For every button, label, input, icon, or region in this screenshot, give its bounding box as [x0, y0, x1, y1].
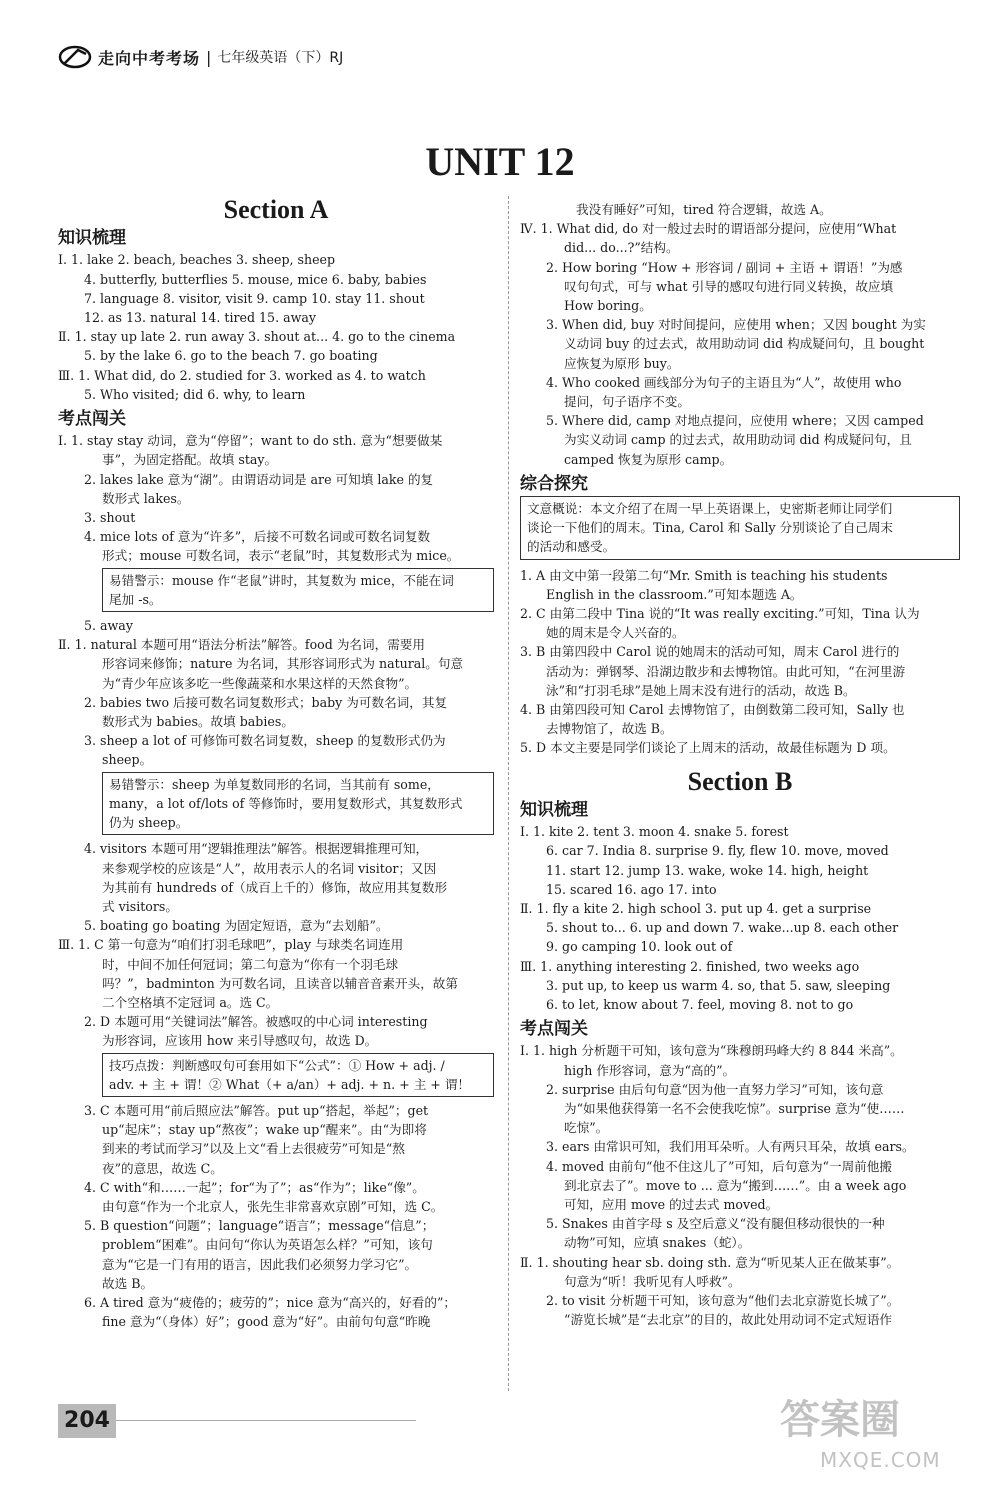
text-line: 由句意“作为一个北京人，张先生非常喜欢京剧”可知，选 C。: [102, 1198, 444, 1214]
text-line: 11. start 12. jump 13. wake, woke 14. high, height: [546, 862, 869, 878]
text-line: 夜”的意思，故选 C。: [102, 1160, 223, 1176]
text-line: 形容词来修饰；nature 为名词，其形容词形式为 natural。句意: [102, 656, 464, 672]
tip-line: 尾加 -s。: [109, 591, 162, 607]
text-line: 数形式为 babies。故填 babies。: [102, 714, 294, 730]
watermark-logo: 答案圈: [780, 1397, 900, 1443]
heading-comprehensive: 综合探究: [520, 473, 588, 494]
text-line: 2. D 本题可用“关键词法”解答。被感叹的中心词 interesting: [84, 1014, 428, 1030]
text-line: 可知，应用 move 的过去式 moved。: [564, 1196, 779, 1212]
text-line: camped 恢复为原形 camp。: [564, 451, 733, 467]
text-line: 12. as 13. natural 14. tired 15. away: [84, 310, 316, 326]
text-line: 时，中间不加任何冠词；第二句意为“你有一个羽毛球: [102, 956, 399, 972]
text-line: Ⅱ. 1. fly a kite 2. high school 3. put up 4. get a surprise: [520, 900, 872, 916]
text-line: 9. go camping 10. look out of: [546, 939, 733, 955]
text-line: 5. boating go boating 为固定短语，意为“去划船”。: [84, 918, 389, 934]
text-line: “游览长城”是“去北京”的目的，故此处用动词不定式短语作: [564, 1312, 893, 1328]
heading-knowledge: 知识梳理: [58, 228, 126, 249]
text-line: 提问，句子语序不变。: [564, 394, 690, 410]
text-line: 2. How boring “How + 形容词 / 副词 + 主语 + 谓语！”为感: [546, 259, 903, 275]
text-line: 义动词 buy 的过去式，故用助动词 did 构成疑问句，且 bought: [564, 336, 925, 352]
text-line: 6. to let, know about 7. feel, moving 8. not to go: [546, 996, 854, 1012]
text-line: 活动为：弹钢琴、沿湖边散步和去博物馆。由此可知，“在河里游: [546, 663, 906, 679]
heading-knowledge-b: 知识梳理: [520, 799, 588, 820]
text-line: 5. Who visited; did 6. why, to learn: [84, 386, 306, 402]
book-subtitle: 七年级英语（下）RJ: [217, 50, 344, 66]
text-line: 为其前有 hundreds of（成百上千的）修饰，故应用其复数形: [102, 879, 448, 895]
right-column: [520, 200, 960, 1329]
text-line: 5. shout to... 6. up and down 7. wake...up 8. each other: [546, 920, 899, 936]
text-line: 泳”和“打羽毛球”是她上周末没有进行的活动，故选 B。: [546, 682, 856, 698]
text-line: Ⅰ. 1. stay stay 动词，意为“停留”；want to do sth. 意为“想要做某: [58, 433, 443, 449]
text-line: 5. away: [84, 618, 133, 634]
text-line: 5. Snakes 由首字母 s 及空后意义“没有腿但移动很快的一种: [546, 1216, 885, 1232]
text-line: 5. Where did, camp 对地点提问，应使用 where；又因 camped: [546, 413, 924, 429]
tip-line: 易错警示：mouse 作“老鼠”讲时，其复数为 mice，不能在词: [109, 572, 454, 588]
text-line: 到北京去了”。move to ... 意为“搬到……”。由 a week ago: [564, 1177, 907, 1193]
text-line: 4. B 由第四段可知 Carol 去博物馆了，由倒数第二段可知，Sally 也: [520, 702, 905, 718]
knowledge-list-b: [520, 822, 960, 1014]
tip-line: 文意概说：本文介绍了在周一早上英语课上，史密斯老师让同学们: [527, 501, 893, 517]
exercise-list-4: [58, 1101, 494, 1331]
watermark-url: MXQE.COM: [820, 1448, 941, 1472]
tip-line: 仍为 sheep。: [109, 815, 189, 831]
text-line: 3. B 由第四段中 Carol 说的她周末的活动可知，周末 Carol 进行的: [520, 644, 900, 660]
tip-line: many，a lot of/lots of 等修饰时，要用复数形式，其复数形式: [109, 795, 463, 811]
section-b-title: Section B: [687, 766, 793, 796]
tip-box-mouse: [102, 568, 494, 612]
text-line: 为实义动词 camp 的过去式，故用助动词 did 构成疑问句，且: [564, 432, 912, 448]
text-line: 她的周末是令人兴奋的。: [546, 625, 685, 641]
text-line: 式 visitors。: [102, 898, 178, 914]
text-line: 为形容词，应该用 how 来引导感叹句，故选 D。: [102, 1033, 378, 1049]
text-line: 1. A 由文中第一段第二句“Mr. Smith is teaching his students: [520, 567, 888, 583]
text-line: 3. sheep a lot of 可修饰可数名词复数，sheep 的复数形式仍为: [84, 733, 446, 749]
text-line: 3. When did, buy 对时间提问，应使用 when；又因 bought 为实: [546, 317, 926, 333]
text-line: 4. visitors 本题可用“逻辑推理法”解答。根据逻辑推理可知，: [84, 841, 429, 857]
text-line: 为“青少年应该多吃一些像蔬菜和水果这样的天然食物”。: [102, 675, 418, 691]
text-line: How boring。: [564, 298, 652, 314]
text-line: 吃惊”。: [564, 1120, 609, 1136]
text-line: 3. ears 由常识可知，我们用耳朵听。人有两只耳朵，故填 ears。: [546, 1139, 915, 1155]
unit-title: UNIT 12: [425, 139, 575, 184]
text-line: 5. by the lake 6. go to the beach 7. go boating: [84, 348, 378, 364]
text-line: Ⅳ. 1. What did, do 对一般过去时的谓语部分提问，应使用“What: [520, 221, 897, 237]
text-line: 来参观学校的应该是“人”，故用表示人的名词 visitor；又因: [102, 860, 437, 876]
text-line: 3. put up, to keep us warm 4. so, that 5. saw, sleeping: [546, 977, 891, 993]
text-line: 数形式 lakes。: [102, 490, 190, 506]
text-line: 7. language 8. visitor, visit 9. camp 10. stay 11. shout: [84, 290, 425, 306]
text-line: Ⅱ. 1. natural 本题可用“语法分析法”解答。food 为名词，需要用: [58, 637, 425, 653]
text-line: did... do...?”结构。: [564, 240, 679, 256]
exercise-list-3: [58, 839, 494, 1050]
page-number: 204: [58, 1404, 116, 1438]
text-line: 二个空格填不定冠词 a。选 C。: [102, 994, 279, 1010]
text-line: 2. surprise 由后句句意“因为他一直努力学习”可知，该句意: [546, 1081, 884, 1097]
knowledge-list: [58, 250, 494, 404]
tip-box-exclamation: [102, 1053, 494, 1097]
text-line: high 作形容词，意为“高的”。: [564, 1062, 736, 1078]
exercise-list-2: [58, 616, 494, 770]
page-header: [58, 44, 343, 70]
text-line: 2. lakes lake 意为“湖”。由谓语动词是 are 可知填 lake 的复: [84, 471, 434, 487]
text-line: 句意为“听！我听见有人呼救”。: [564, 1273, 741, 1289]
text-line: 应恢复为原形 buy。: [564, 355, 680, 371]
text-line: 到来的考试而学习”以及上文“看上去很疲劳”可知是“熬: [102, 1141, 405, 1157]
column-divider: [508, 196, 510, 1391]
left-column: [58, 196, 494, 1331]
text-line: 4. C with“和……一起”；for“为了”；as“作为”；like“像”。: [84, 1179, 425, 1195]
text-line: 吗？”，badminton 为可数名词，且读音以辅音音素开头，故第: [102, 975, 458, 991]
text-line: 5. D 本文主要是同学们谈论了上周末的活动，故最佳标题为 D 项。: [520, 740, 896, 756]
text-line: 叹句句式，可与 what 引导的感叹句进行同义转换，故应填: [564, 278, 894, 294]
summary-box: [520, 496, 960, 560]
text-line: 5. B question“问题”；language“语言”；message“信息”；: [84, 1218, 435, 1234]
text-line: 事”，为固定搭配。故填 stay。: [102, 452, 278, 468]
text-line: 形式；mouse 可数名词，表示“老鼠”时，其复数形式为 mice。: [102, 548, 460, 564]
text-line: 2. C 由第二段中 Tina 说的“It was really exciting.”可知，Tina 认为: [520, 606, 920, 622]
text-line: up“起床”；stay up“熬夜”；wake up“醒来”。由“为即将: [102, 1122, 427, 1138]
text-line: fine 意为“（身体）好”；good 意为“好”。由前句句意“昨晚: [102, 1314, 431, 1330]
text-line: Ⅰ. 1. high 分析题干可知，该句意为“珠穆朗玛峰大约 8 844 米高”。: [520, 1043, 903, 1059]
text-line: 动物”可知，应填 snakes（蛇）。: [564, 1235, 751, 1251]
section-a-title: Section A: [223, 195, 329, 224]
text-line: English in the classroom.”可知本题选 A。: [546, 586, 803, 602]
text-line: 2. to visit 分析题干可知，该句意为“他们去北京游览长城了”。: [546, 1292, 900, 1308]
tip-box-sheep: [102, 772, 494, 836]
tip-line: 的活动和感受。: [527, 539, 616, 555]
text-line: 去博物馆了，故选 B。: [546, 721, 673, 737]
text-line: 6. car 7. India 8. surprise 9. fly, flew 10. move, moved: [546, 843, 889, 859]
text-line: Ⅰ. 1. lake 2. beach, beaches 3. sheep, sheep: [58, 252, 336, 268]
text-line: 为“如果他获得第一名不会使我吃惊”。surprise 意为“使……: [564, 1100, 905, 1116]
tip-line: 技巧点拨：判断感叹句可套用如下“公式”：① How + adj. /: [109, 1057, 445, 1073]
text-line: Ⅱ. 1. shouting hear sb. doing sth. 意为“听见某人正在做某事”。: [520, 1254, 900, 1270]
header-separator: |: [206, 47, 212, 67]
exercise-list-b: [520, 1041, 960, 1329]
text-line: 6. A tired 意为“疲倦的；疲劳的”；nice 意为“高兴的，好看的”；: [84, 1294, 457, 1310]
tip-line: adv. + 主 + 谓！② What（+ a/an）+ adj. + n. + 主 + 谓！: [109, 1076, 471, 1092]
text-line: Ⅲ. 1. What did, do 2. studied for 3. worked as 4. to watch: [58, 367, 426, 383]
footer-rule: [116, 1420, 416, 1421]
text-line: problem“困难”。由问句“你认为英语怎么样？”可知，该句: [102, 1237, 433, 1253]
text-line: 我没有睡好”可知，tired 符合逻辑，故选 A。: [576, 202, 832, 217]
text-line: 15. scared 16. ago 17. into: [546, 881, 717, 897]
heading-exercises-b: 考点闯关: [520, 1019, 588, 1040]
text-line: 故选 B。: [102, 1275, 154, 1291]
text-line: sheep。: [102, 752, 153, 768]
reading-answers: [520, 566, 960, 758]
tip-line: 谈论一下他们的周末。Tina, Carol 和 Sally 分别谈论了自己周末: [527, 520, 894, 536]
text-line: 4. butterfly, butterflies 5. mouse, mice 6. baby, babies: [84, 271, 427, 287]
text-line: Ⅱ. 1. stay up late 2. run away 3. shout at... 4. go to the cinema: [58, 329, 456, 345]
text-line: 3. shout: [84, 510, 136, 526]
text-line: 4. Who cooked 画线部分为句子的主语且为“人”，故使用 who: [546, 374, 902, 390]
text-line: 4. moved 由前句“他不住这儿了”可知，后句意为“一周前他搬: [546, 1158, 892, 1174]
tip-line: 易错警示：sheep 为单复数同形的名词，当其前有 some，: [109, 776, 440, 792]
text-line: Ⅰ. 1. kite 2. tent 3. moon 4. snake 5. forest: [520, 824, 789, 840]
answers-continued: [520, 200, 960, 469]
text-line: 2. babies two 后接可数名词复数形式；baby 为可数名词，其复: [84, 694, 448, 710]
text-line: Ⅲ. 1. C 第一句意为“咱们打羽毛球吧”，play 与球类名词连用: [58, 937, 404, 953]
text-line: Ⅲ. 1. anything interesting 2. finished, two weeks ago: [520, 958, 860, 974]
text-line: 3. C 本题可用“前后照应法”解答。put up“搭起，举起”；get: [84, 1102, 429, 1118]
brand-name: 走向中考考场: [98, 48, 201, 68]
brand-logo-icon: [58, 44, 92, 70]
exercise-list-1: [58, 431, 494, 565]
heading-exercises: 考点闯关: [58, 409, 126, 430]
text-line: 4. mice lots of 意为“许多”，后接不可数名词或可数名词复数: [84, 529, 431, 545]
text-line: 意为“它是一门有用的语言，因此我们必须努力学习它”。: [102, 1256, 418, 1272]
